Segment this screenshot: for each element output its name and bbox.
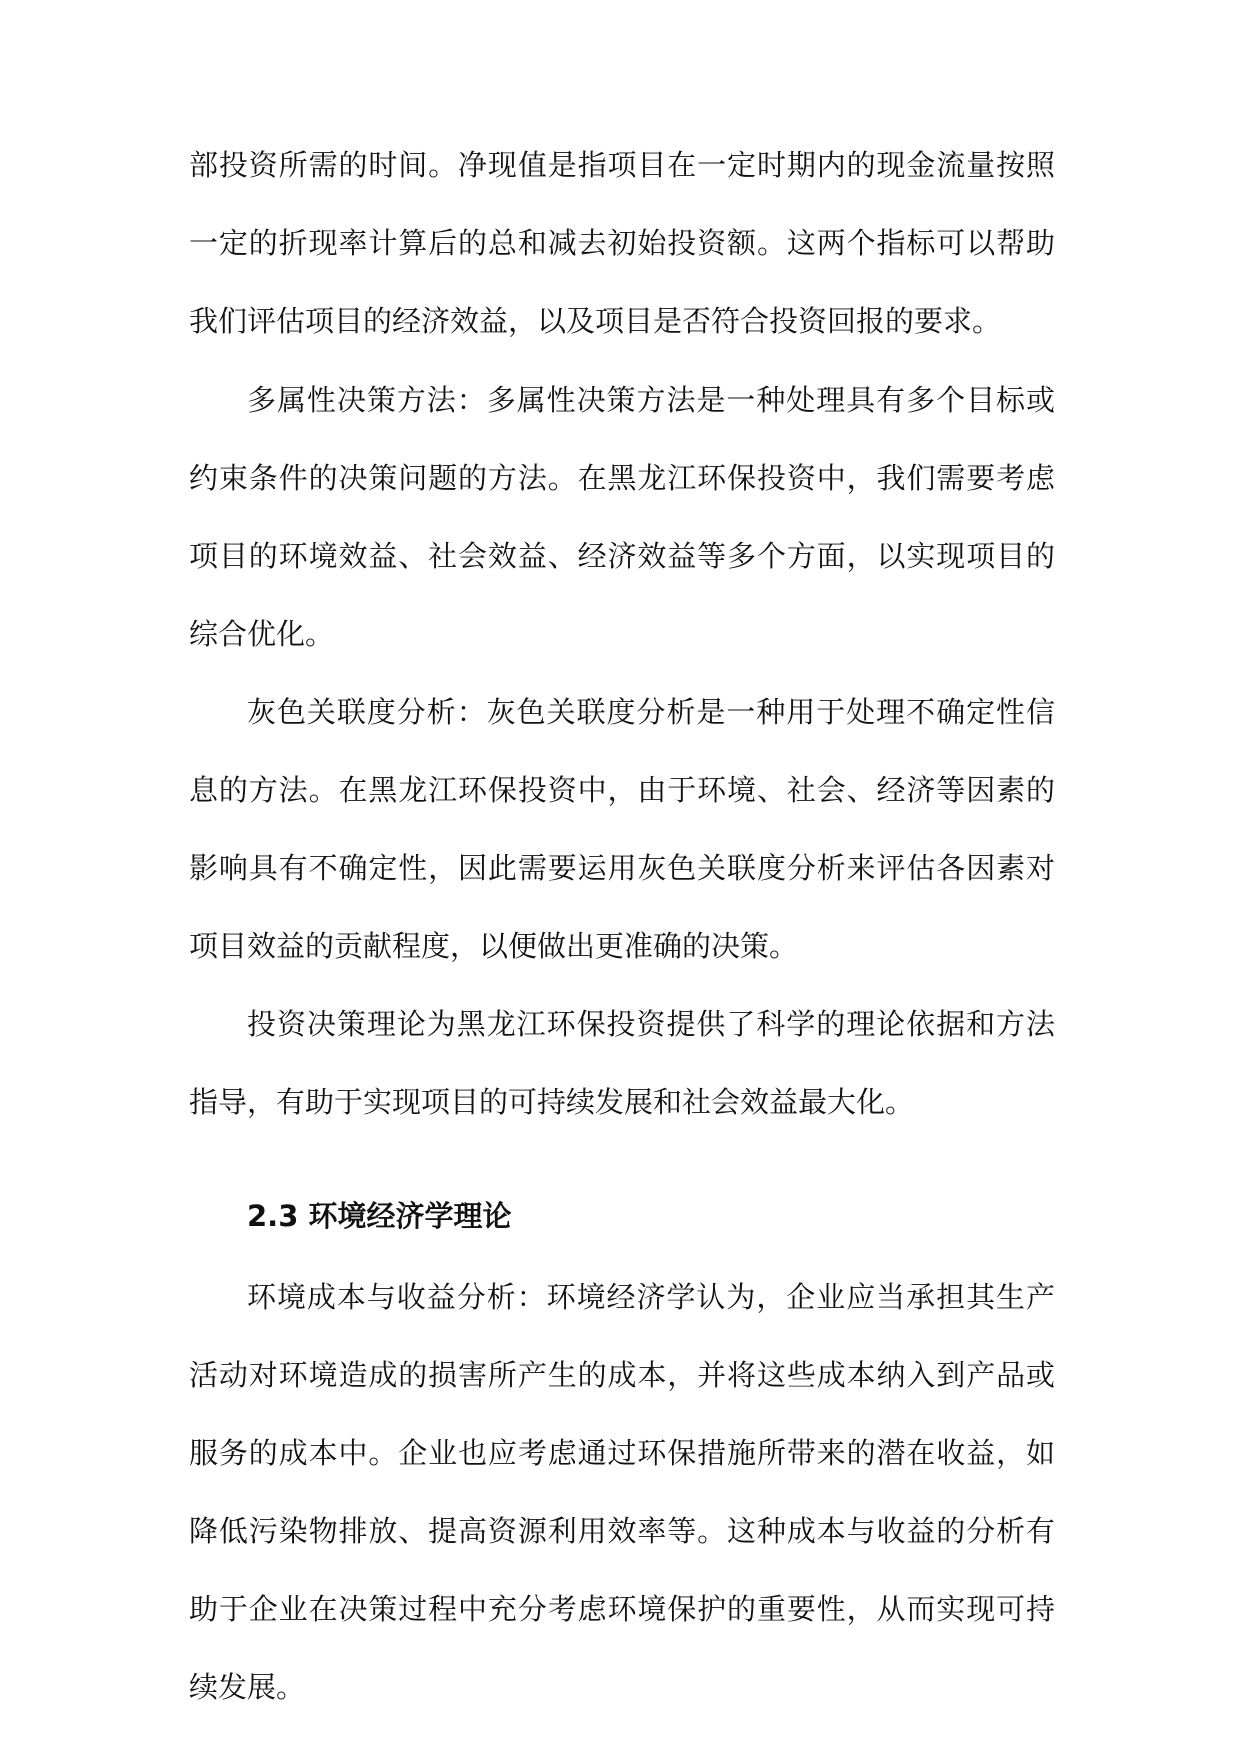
paragraph-payback-npv: 部投资所需的时间。净现值是指项目在一定时期内的现金流量按照一定的折现率计算后的总和减去初始投资额。这两个指标可以帮助我们评估项目的经济效益，以及项目是否符合投资回报的要求。: [189, 148, 1055, 338]
paragraph-environmental-cost-benefit: 环境成本与收益分析：环境经济学认为，企业应当承担其生产活动对环境造成的损害所产生的成本，并将这些成本纳入到产品或服务的成本中。企业也应考虑通过环保措施所带来的潜在收益，如降低污染物排放、提高资源利用效率等。这种成本与收益的分析有助于企业在决策过程中充分考虑环境保护的重要性，从而实现可持续发展。: [189, 1280, 1055, 1704]
section-heading: 2.3 环境经济学理论: [247, 1199, 512, 1233]
paragraph-grey-relational-analysis: 灰色关联度分析：灰色关联度分析是一种用于处理不确定性信息的方法。在黑龙江环保投资中，由于环境、社会、经济等因素的影响具有不确定性，因此需要运用灰色关联度分析来评估各因素对项目效益的贡献程度，以便做出更准确的决策。: [189, 695, 1055, 963]
paragraph-multi-attribute-decision: 多属性决策方法：多属性决策方法是一种处理具有多个目标或约束条件的决策问题的方法。在黑龙江环保投资中，我们需要考虑项目的环境效益、社会效益、经济效益等多个方面，以实现项目的综合优化。: [189, 383, 1055, 651]
paragraph-investment-theory-summary: 投资决策理论为黑龙江环保投资提供了科学的理论依据和方法指导，有助于实现项目的可持续发展和社会效益最大化。: [189, 1007, 1055, 1119]
